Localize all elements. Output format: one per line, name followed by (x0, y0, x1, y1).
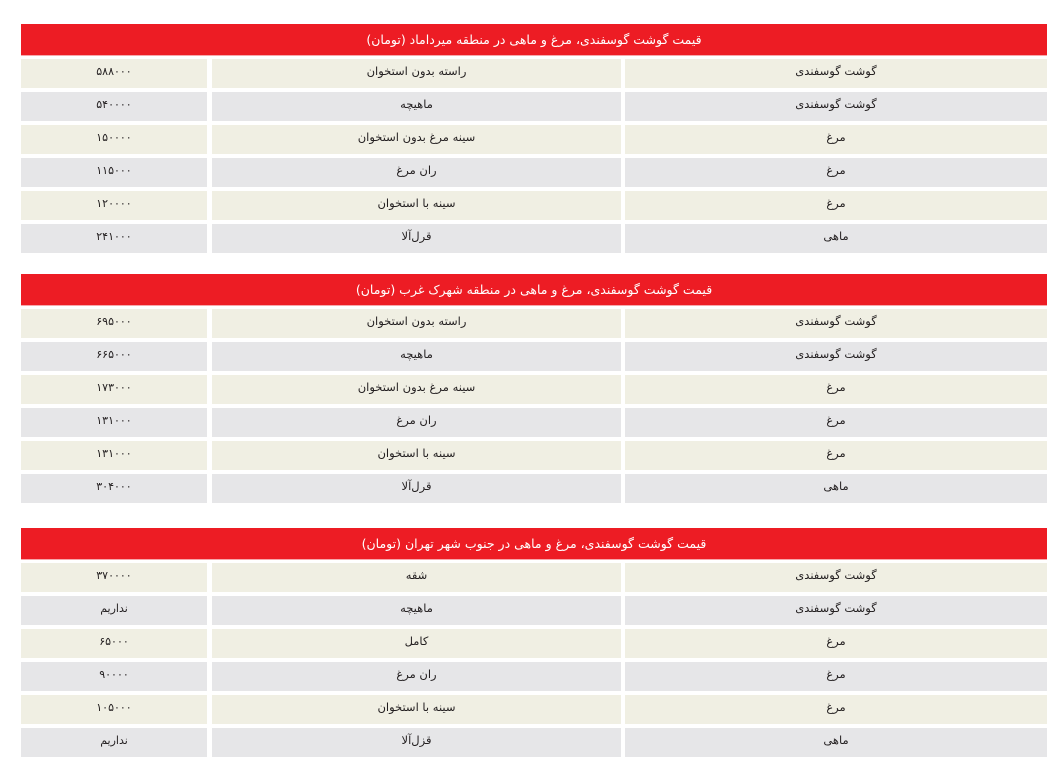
price-cell: ۱۵۰۰۰۰ (21, 125, 207, 154)
category-cell: گوشت گوسفندی (625, 309, 1047, 338)
cut-cell: ران مرغ (212, 662, 621, 691)
table-row (21, 342, 1047, 371)
cut-cell: قزل‌آلا (212, 728, 621, 757)
table-row (21, 695, 1047, 724)
price-cell: ۱۳۱۰۰۰ (21, 441, 207, 470)
table-row (21, 408, 1047, 437)
category-cell: ماهی (625, 728, 1047, 757)
table-row (21, 158, 1047, 187)
category-cell: گوشت گوسفندی (625, 59, 1047, 88)
category-cell: گوشت گوسفندی (625, 596, 1047, 625)
price-cell: ۵۸۸۰۰۰ (21, 59, 207, 88)
table-row (21, 191, 1047, 220)
cut-cell: سینه مرغ بدون استخوان (212, 125, 621, 154)
cut-cell: قرل‌آلا (212, 224, 621, 253)
category-cell: مرغ (625, 408, 1047, 437)
cut-cell: سینه با استخوان (212, 441, 621, 470)
category-cell: ماهی (625, 224, 1047, 253)
category-cell: مرغ (625, 695, 1047, 724)
cut-cell: سینه با استخوان (212, 191, 621, 220)
category-cell: ماهی (625, 474, 1047, 503)
price-cell: ۶۵۰۰۰ (21, 629, 207, 658)
cut-cell: ماهیچه (212, 596, 621, 625)
price-cell: ۶۹۵۰۰۰ (21, 309, 207, 338)
price-table-shahrak-gharb (21, 274, 1047, 503)
table-row (21, 441, 1047, 470)
price-cell: ۵۴۰۰۰۰ (21, 92, 207, 121)
category-cell: مرغ (625, 191, 1047, 220)
table-body (21, 59, 1047, 253)
table-row (21, 728, 1047, 757)
table-row (21, 125, 1047, 154)
table-row (21, 59, 1047, 88)
cut-cell: ماهیچه (212, 342, 621, 371)
category-cell: گوشت گوسفندی (625, 563, 1047, 592)
cut-cell: سینه با استخوان (212, 695, 621, 724)
price-cell: ۱۳۱۰۰۰ (21, 408, 207, 437)
table-row (21, 662, 1047, 691)
table-row (21, 92, 1047, 121)
category-cell: گوشت گوسفندی (625, 92, 1047, 121)
price-cell: ۱۰۵۰۰۰ (21, 695, 207, 724)
cut-cell: راسته بدون استخوان (212, 309, 621, 338)
price-cell: ۹۰۰۰۰ (21, 662, 207, 691)
price-cell: ۱۷۳۰۰۰ (21, 375, 207, 404)
table-row (21, 629, 1047, 658)
cut-cell: سینه مرغ بدون استخوان (212, 375, 621, 404)
price-table-south-tehran (21, 528, 1047, 757)
category-cell: مرغ (625, 662, 1047, 691)
table-body (21, 563, 1047, 757)
table-row (21, 596, 1047, 625)
table-row (21, 563, 1047, 592)
price-cell: ۳۷۰۰۰۰ (21, 563, 207, 592)
table-title: قیمت گوشت گوسفندی، مرغ و ماهی در منطقه شهرک غرب (تومان) (21, 274, 1047, 305)
cut-cell: ران مرغ (212, 408, 621, 437)
price-cell: ۲۴۱۰۰۰ (21, 224, 207, 253)
cut-cell: کامل (212, 629, 621, 658)
table-row (21, 474, 1047, 503)
cut-cell: ران مرغ (212, 158, 621, 187)
cut-cell: راسته بدون استخوان (212, 59, 621, 88)
price-table-mirdamad (21, 24, 1047, 253)
price-cell: ۱۱۵۰۰۰ (21, 158, 207, 187)
price-cell: ۶۶۵۰۰۰ (21, 342, 207, 371)
table-title: قیمت گوشت گوسفندی، مرغ و ماهی در جنوب شهر تهران (تومان) (21, 528, 1047, 559)
price-cell: نداریم (21, 728, 207, 757)
table-row (21, 309, 1047, 338)
cut-cell: ماهیچه (212, 92, 621, 121)
cut-cell: شقه (212, 563, 621, 592)
price-cell: نداریم (21, 596, 207, 625)
table-body (21, 309, 1047, 503)
table-row (21, 224, 1047, 253)
category-cell: مرغ (625, 441, 1047, 470)
category-cell: مرغ (625, 158, 1047, 187)
cut-cell: قرل‌آلا (212, 474, 621, 503)
table-row (21, 375, 1047, 404)
category-cell: مرغ (625, 629, 1047, 658)
category-cell: مرغ (625, 125, 1047, 154)
price-cell: ۳۰۴۰۰۰ (21, 474, 207, 503)
table-title: قیمت گوشت گوسفندی، مرغ و ماهی در منطقه میرداماد (تومان) (21, 24, 1047, 55)
category-cell: گوشت گوسفندی (625, 342, 1047, 371)
price-cell: ۱۲۰۰۰۰ (21, 191, 207, 220)
category-cell: مرغ (625, 375, 1047, 404)
